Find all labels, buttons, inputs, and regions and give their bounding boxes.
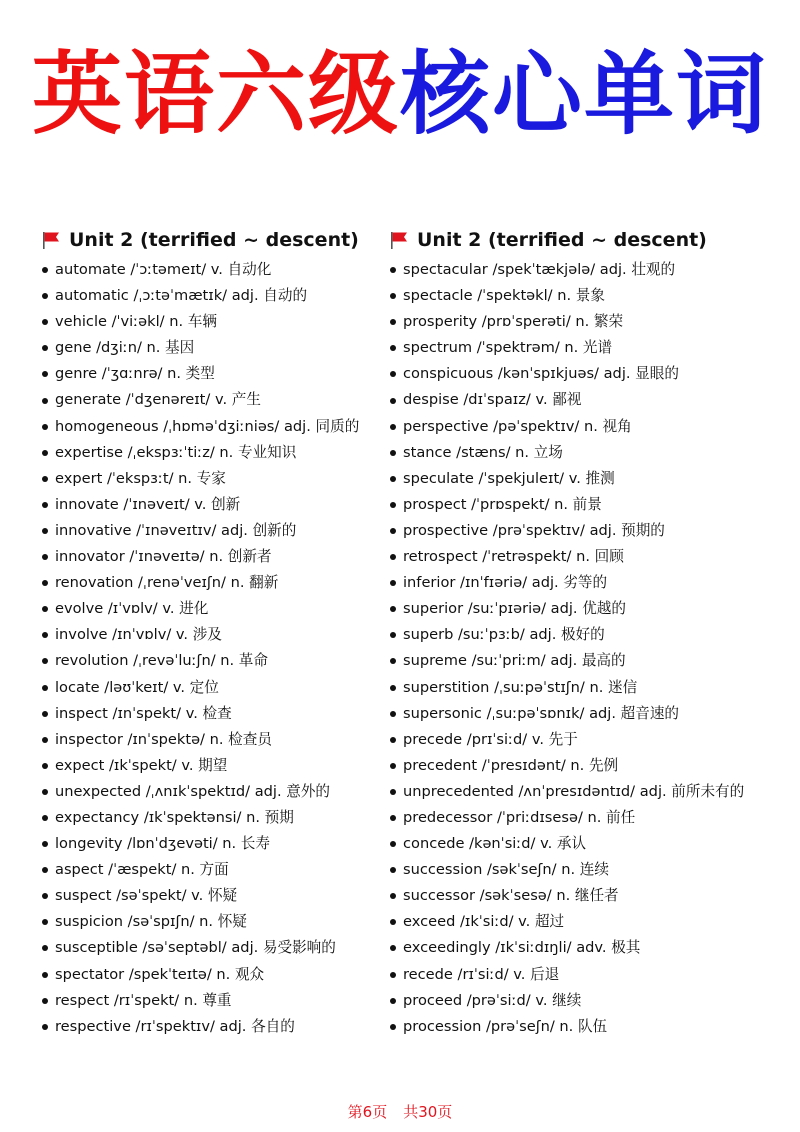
word-entry-text: involve /ɪnˈvɒlv/ v. 涉及	[55, 626, 222, 644]
word-entry-text: inspect /ɪnˈspekt/ v. 检查	[55, 704, 232, 722]
word-entry-text: renovation /ˌrenəˈveɪʃn/ n. 翻新	[55, 574, 279, 592]
bullet-icon	[390, 345, 396, 351]
word-entry-text: innovator /ˈɪnəveɪtə/ n. 创新者	[55, 548, 272, 566]
word-entry	[388, 675, 768, 701]
bullet-icon	[390, 502, 396, 508]
bullet-icon	[42, 476, 48, 482]
word-entry	[40, 622, 390, 648]
word-entry-text: precedent /ˈpresɪdənt/ n. 先例	[403, 756, 619, 774]
word-entry	[40, 361, 390, 387]
word-entry-text: evolve /ɪˈvɒlv/ v. 进化	[55, 600, 209, 618]
bullet-icon	[42, 945, 48, 951]
bullet-icon	[42, 685, 48, 691]
bullet-icon	[42, 450, 48, 456]
bullet-icon	[390, 580, 396, 586]
bullet-icon	[390, 945, 396, 951]
bullet-icon	[390, 685, 396, 691]
bullet-icon	[42, 267, 48, 273]
word-entry-text: stance /stæns/ n. 立场	[403, 443, 563, 461]
word-entry	[388, 414, 768, 440]
word-entry	[40, 831, 390, 857]
word-entry-text: spectacular /spekˈtækjələ/ adj. 壮观的	[403, 261, 676, 278]
word-entry-text: aspect /ˈæspekt/ n. 方面	[55, 861, 229, 879]
bullet-icon	[42, 815, 48, 821]
word-entry	[388, 596, 768, 622]
bullet-icon	[42, 789, 48, 795]
unit-heading-right	[388, 224, 768, 256]
word-entry	[388, 335, 768, 361]
word-entry	[388, 988, 768, 1014]
word-entry	[388, 309, 768, 335]
word-entry-text: conspicuous /kənˈspɪkjuəs/ adj. 显眼的	[403, 365, 679, 383]
right-column	[388, 224, 768, 1040]
word-entry-text: precede /prɪˈsiːd/ v. 先于	[403, 730, 578, 748]
word-entry	[388, 701, 768, 727]
bullet-icon	[42, 711, 48, 717]
bullet-icon	[42, 867, 48, 873]
word-entry	[40, 283, 390, 309]
word-entry	[388, 257, 768, 283]
title-part-red: 英语六级	[32, 42, 400, 147]
word-entry	[40, 570, 390, 596]
word-entry-text: despise /dɪˈspaɪz/ v. 鄙视	[403, 391, 582, 409]
word-entry-text: suspect /səˈspekt/ v. 怀疑	[55, 887, 238, 905]
word-entry	[388, 909, 768, 935]
bullet-icon	[42, 398, 48, 404]
bullet-icon	[390, 998, 396, 1004]
word-entry	[40, 492, 390, 518]
bullet-icon	[42, 502, 48, 508]
word-entry	[388, 440, 768, 466]
word-entry	[388, 962, 768, 988]
word-entry-text: expectancy /ɪkˈspektənsi/ n. 预期	[55, 808, 294, 826]
word-entry-text: spectacle /ˈspektəkl/ n. 景象	[403, 287, 605, 305]
word-entry-text: prosperity /prɒˈsperəti/ n. 繁荣	[403, 313, 624, 331]
bullet-icon	[390, 528, 396, 534]
bullet-icon	[42, 763, 48, 769]
word-entry	[40, 701, 390, 727]
word-entry-text: locate /ləʊˈkeɪt/ v. 定位	[55, 678, 219, 696]
page-footer	[0, 1101, 800, 1122]
bullet-icon	[42, 580, 48, 586]
bullet-icon	[42, 293, 48, 299]
word-entry-text: vehicle /ˈviːəkl/ n. 车辆	[55, 313, 217, 331]
bullet-icon	[390, 815, 396, 821]
word-entry	[40, 753, 390, 779]
word-entry	[388, 283, 768, 309]
word-entry	[40, 257, 390, 283]
word-entry	[40, 596, 390, 622]
word-entry-text: procession /prəˈseʃn/ n. 队伍	[403, 1017, 608, 1035]
bullet-icon	[390, 632, 396, 638]
unit-heading-text: Unit 2 (terrified ~ descent)	[69, 229, 359, 251]
bullet-icon	[42, 319, 48, 325]
word-entry-text: recede /rɪˈsiːd/ v. 后退	[403, 965, 560, 983]
word-entry	[388, 361, 768, 387]
word-entry	[388, 779, 768, 805]
word-entry	[40, 414, 390, 440]
word-entry-text: prospect /ˈprɒspekt/ n. 前景	[403, 495, 602, 513]
left-column	[40, 224, 390, 1040]
bullet-icon	[42, 658, 48, 664]
word-entry	[388, 935, 768, 961]
bullet-icon	[42, 606, 48, 612]
bullet-icon	[390, 711, 396, 717]
word-entry	[388, 805, 768, 831]
bullet-icon	[42, 841, 48, 847]
bullet-icon	[390, 267, 396, 273]
word-entry	[40, 988, 390, 1014]
page-title	[0, 40, 800, 150]
word-entry-text: superior /suːˈpɪəriə/ adj. 优越的	[403, 600, 626, 618]
bullet-icon	[42, 919, 48, 925]
word-entry	[388, 648, 768, 674]
bullet-icon	[390, 893, 396, 899]
word-entry-text: innovative /ˈɪnəveɪtɪv/ adj. 创新的	[55, 521, 297, 539]
unit-heading-text: Unit 2 (terrified ~ descent)	[417, 229, 707, 251]
word-entry	[40, 727, 390, 753]
bullet-icon	[42, 1024, 48, 1030]
word-entry	[388, 857, 768, 883]
bullet-icon	[390, 606, 396, 612]
word-entry	[40, 466, 390, 492]
word-entry	[40, 935, 390, 961]
word-entry	[388, 518, 768, 544]
bullet-icon	[42, 632, 48, 638]
bullet-icon	[390, 554, 396, 560]
word-entry-text: automate /ˈɔːtəmeɪt/ v. 自动化	[55, 261, 272, 278]
bullet-icon	[42, 424, 48, 430]
bullet-icon	[390, 841, 396, 847]
word-entry-text: superstition /ˌsuːpəˈstɪʃn/ n. 迷信	[403, 678, 638, 696]
bullet-icon	[390, 450, 396, 456]
word-entry-text: homogeneous /ˌhɒməˈdʒiːniəs/ adj. 同质的	[55, 417, 360, 435]
bullet-icon	[390, 371, 396, 377]
word-entry	[388, 570, 768, 596]
bullet-icon	[42, 998, 48, 1004]
red-flag-icon	[388, 229, 410, 251]
word-entry	[40, 675, 390, 701]
word-entry-text: retrospect /ˈretrəspekt/ n. 回顾	[403, 548, 624, 566]
word-list-left	[40, 257, 390, 1040]
word-entry	[388, 753, 768, 779]
bullet-icon	[42, 737, 48, 743]
word-entry	[40, 544, 390, 570]
word-entry-text: proceed /prəˈsiːd/ v. 继续	[403, 991, 582, 1009]
word-entry-text: supersonic /ˌsuːpəˈsɒnɪk/ adj. 超音速的	[403, 704, 680, 722]
word-entry-text: successor /səkˈsesə/ n. 继任者	[403, 887, 619, 905]
word-entry	[40, 909, 390, 935]
bullet-icon	[42, 345, 48, 351]
bullet-icon	[42, 893, 48, 899]
bullet-icon	[42, 554, 48, 560]
word-entry	[40, 648, 390, 674]
word-entry-text: speculate /ˈspekjuleɪt/ v. 推测	[403, 469, 615, 487]
word-entry	[388, 622, 768, 648]
bullet-icon	[390, 789, 396, 795]
word-entry	[40, 335, 390, 361]
word-entry-text: spectrum /ˈspektrəm/ n. 光谱	[403, 339, 613, 357]
word-entry-text: predecessor /ˈpriːdɪsesə/ n. 前任	[403, 808, 636, 826]
word-entry-text: automatic /ˌɔːtəˈmætɪk/ adj. 自动的	[55, 287, 308, 305]
word-entry-text: prospective /prəˈspektɪv/ adj. 预期的	[403, 521, 665, 539]
word-entry	[40, 518, 390, 544]
word-entry	[40, 309, 390, 335]
word-entry	[388, 466, 768, 492]
bullet-icon	[390, 763, 396, 769]
word-entry-text: unexpected /ˌʌnɪkˈspektɪd/ adj. 意外的	[55, 782, 331, 800]
word-entry-text: innovate /ˈɪnəveɪt/ v. 创新	[55, 495, 241, 513]
word-entry	[388, 544, 768, 570]
word-entry	[388, 883, 768, 909]
word-entry-text: respective /rɪˈspektɪv/ adj. 各自的	[55, 1017, 295, 1035]
bullet-icon	[390, 737, 396, 743]
word-entry	[40, 440, 390, 466]
word-entry-text: gene /dʒiːn/ n. 基因	[55, 339, 195, 357]
word-entry-text: suspicion /səˈspɪʃn/ n. 怀疑	[55, 913, 247, 931]
bullet-icon	[390, 476, 396, 482]
word-entry	[40, 779, 390, 805]
word-entry	[40, 1014, 390, 1040]
word-entry	[40, 962, 390, 988]
word-entry-text: respect /rɪˈspekt/ n. 尊重	[55, 991, 232, 1009]
page-number: 第6页	[347, 1103, 388, 1121]
bullet-icon	[390, 1024, 396, 1030]
bullet-icon	[390, 424, 396, 430]
word-entry	[40, 805, 390, 831]
word-entry-text: perspective /pəˈspektɪv/ n. 视角	[403, 417, 632, 435]
unit-heading-left	[40, 224, 390, 256]
bullet-icon	[390, 293, 396, 299]
word-entry-text: longevity /lɒnˈdʒevəti/ n. 长寿	[55, 835, 270, 853]
bullet-icon	[390, 867, 396, 873]
word-entry-text: expertise /ˌekspɜːˈtiːz/ n. 专业知识	[55, 443, 297, 461]
bullet-icon	[42, 371, 48, 377]
bullet-icon	[390, 919, 396, 925]
word-entry	[388, 1014, 768, 1040]
word-entry-text: exceed /ɪkˈsiːd/ v. 超过	[403, 913, 565, 931]
bullet-icon	[390, 972, 396, 978]
bullet-icon	[42, 528, 48, 534]
total-pages: 共30页	[403, 1103, 453, 1121]
word-entry-text: superb /suːˈpɜːb/ adj. 极好的	[403, 626, 605, 644]
title-part-blue: 核心单词	[400, 42, 768, 147]
word-entry	[40, 883, 390, 909]
word-entry-text: concede /kənˈsiːd/ v. 承认	[403, 835, 587, 853]
word-entry	[40, 387, 390, 413]
word-entry-text: genre /ˈʒɑːnrə/ n. 类型	[55, 365, 215, 383]
word-entry	[40, 857, 390, 883]
red-flag-icon	[40, 229, 62, 251]
word-entry	[388, 831, 768, 857]
bullet-icon	[42, 972, 48, 978]
word-entry-text: expect /ɪkˈspekt/ v. 期望	[55, 756, 228, 774]
word-entry-text: unprecedented /ʌnˈpresɪdəntɪd/ adj. 前所未有的	[403, 782, 745, 800]
word-entry-text: spectator /spekˈteɪtə/ n. 观众	[55, 965, 265, 983]
word-entry	[388, 492, 768, 518]
word-entry	[388, 727, 768, 753]
word-entry	[388, 387, 768, 413]
word-list-right	[388, 257, 768, 1040]
word-entry-text: inspector /ɪnˈspektə/ n. 检查员	[55, 730, 272, 748]
word-entry-text: susceptible /səˈseptəbl/ adj. 易受影响的	[55, 939, 336, 957]
word-entry-text: expert /ˈekspɜːt/ n. 专家	[55, 469, 226, 487]
word-entry-text: succession /səkˈseʃn/ n. 连续	[403, 861, 609, 879]
word-entry-text: revolution /ˌrevəˈluːʃn/ n. 革命	[55, 652, 268, 670]
word-entry-text: generate /ˈdʒenəreɪt/ v. 产生	[55, 391, 261, 409]
bullet-icon	[390, 398, 396, 404]
word-entry-text: supreme /suːˈpriːm/ adj. 最高的	[403, 652, 626, 670]
bullet-icon	[390, 319, 396, 325]
word-entry-text: inferior /ɪnˈfɪəriə/ adj. 劣等的	[403, 574, 608, 592]
word-entry-text: exceedingly /ɪkˈsiːdɪŋli/ adv. 极其	[403, 939, 641, 957]
bullet-icon	[390, 658, 396, 664]
